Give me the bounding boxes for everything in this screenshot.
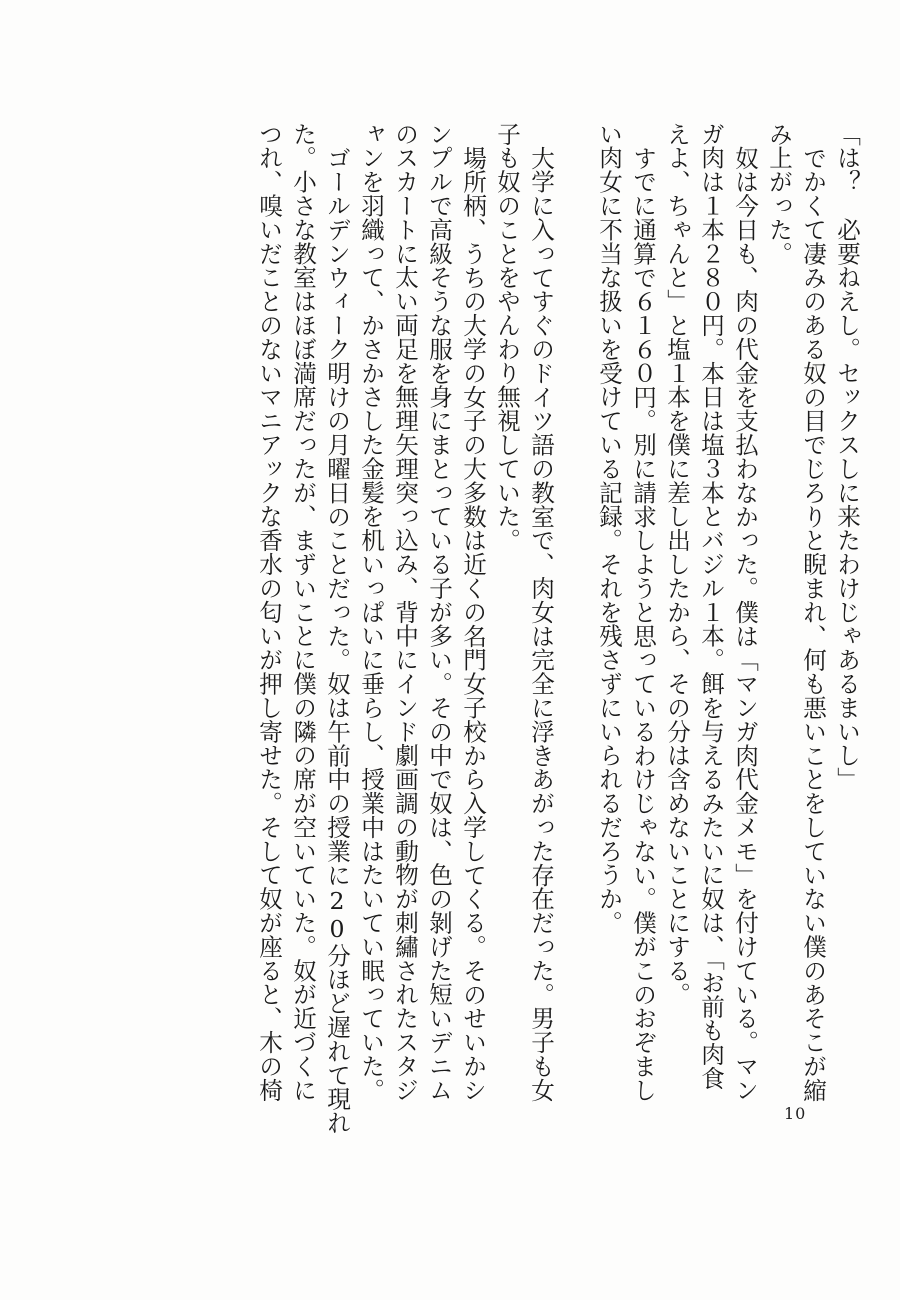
text-column-4: 奴は今日も、肉の代金を支払わなかった。僕は「マンガ肉代金メモ」を付けている。マン xyxy=(731,146,759,1102)
text-column-2: でかくて凄みのある奴の目でじろりと睨まれ、何も悪いことをしていない僕のあそこが縮 xyxy=(799,146,827,1102)
text-column-1: 「は？ 必要ねえし。セックスしに来たわけじゃあるまいし」 xyxy=(833,122,861,792)
text-column-6: えよ、ちゃんと」と塩１本を僕に差し出したから、その分は含めないことにする。 xyxy=(663,122,691,1007)
text-column-11: 子も奴のことをやんわり無視していた。 xyxy=(493,122,521,553)
text-column-10: 大学に入ってすぐのドイツ語の教室で、肉女は完全に浮きあがった存在だった。男子も女 xyxy=(527,146,555,1102)
text-column-16: ゴールデンウィーク明けの月曜日のことだった。奴は午前中の授業に20分ほど遅れて現れ xyxy=(323,146,351,1135)
text-column-7: すでに通算で６１６０円。別に請求しようと思っているわけじゃない。僕がこのおぞまし xyxy=(629,146,657,1102)
text-column-12: 場所柄、うちの大学の女子の大多数は近くの名門女子校から入学してくる。そのせいかシ xyxy=(459,146,487,1102)
text-column-3: み上がった。 xyxy=(765,122,793,266)
text-column-8: い肉女に不当な扱いを受けている記録。それを残さずにいられるだろうか。 xyxy=(595,122,623,935)
text-column-14: のスカートに太い両足を無理矢理突っ込み、背中にインド劇画調の動物が刺繡されたスタジ xyxy=(391,122,419,1102)
text-column-5: ガ肉は１本２８０円。本日は塩３本とバジル１本。餌を与えるみたいに奴は、「お前も肉食 xyxy=(697,122,725,1091)
text-column-13: ンプルで高級そうな服を身にまとっている子が多い。その中で奴は、色の剝げた短いデニム xyxy=(425,122,453,1102)
text-column-18: つれ、嗅いだことのないマニアックな香水の匂いが押し寄せた。そして奴が座ると、木の椅 xyxy=(255,122,283,1102)
text-column-17: た。小さな教室はほぼ満席だったが、まずいことに僕の隣の席が空いていた。奴が近づくに xyxy=(289,122,317,1102)
page-number: 10 xyxy=(784,1104,807,1123)
text-column-15: ャンを羽織って、かさかさした金髪を机いっぱいに垂らし、授業中はたいてい眠っていた。 xyxy=(357,122,385,1102)
